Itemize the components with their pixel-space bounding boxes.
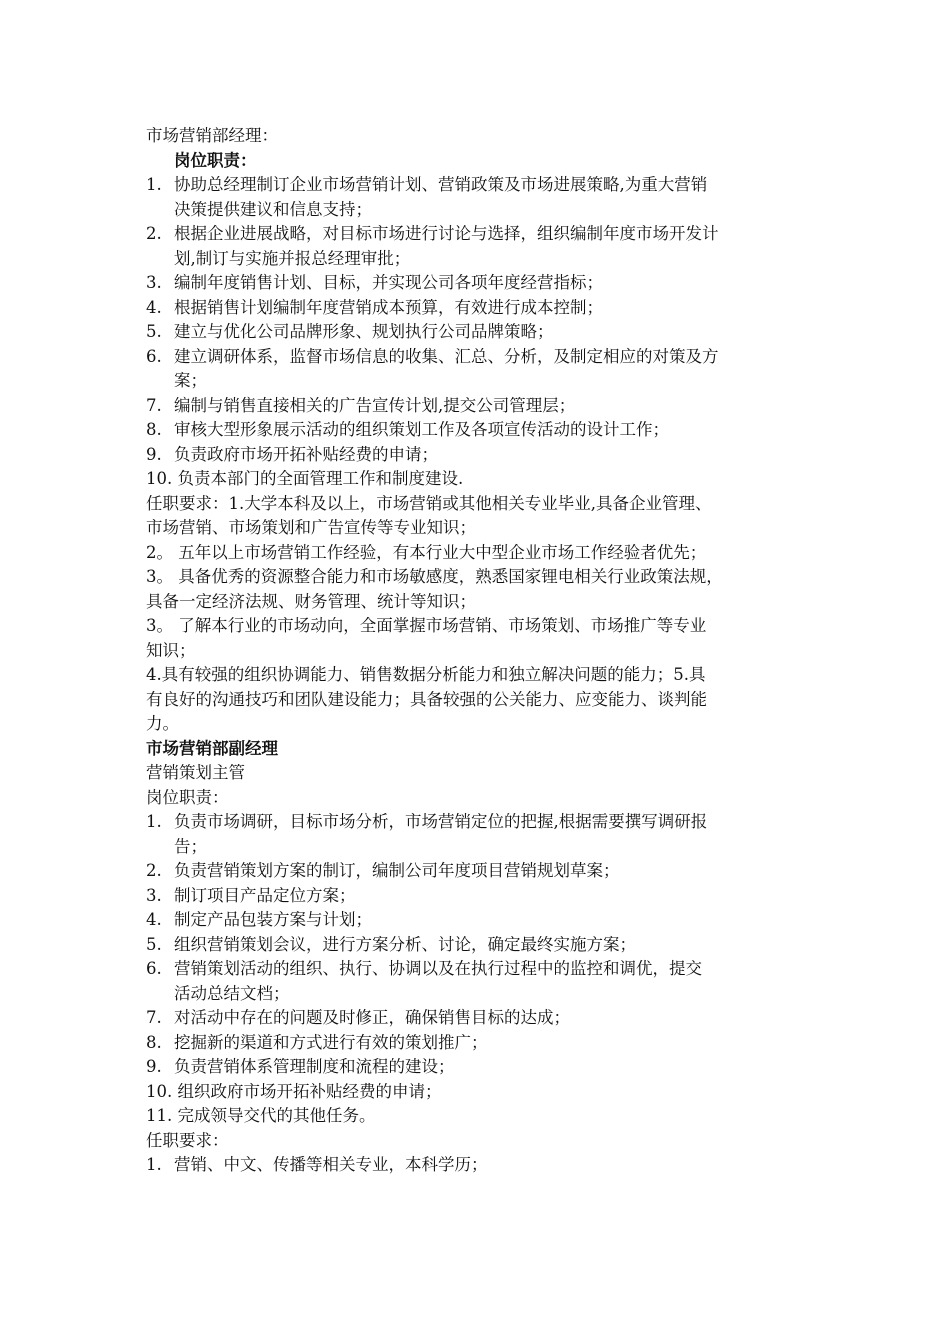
section-title-marketing-manager: 市场营销部经理： xyxy=(146,126,278,145)
paragraph-line: 具备一定经济法规、财务管理、统计等知识； xyxy=(146,591,476,611)
list-text: 决策提供建议和信息支持； xyxy=(174,199,372,219)
list-item xyxy=(146,320,806,345)
list-item xyxy=(146,222,806,271)
list-text: 建立调研体系，监督市场信息的收集、汇总、分析，及制定相应的对策及方 xyxy=(174,346,719,366)
section-title-planning-supervisor: 营销策划主管 xyxy=(146,763,245,782)
list-text: 划,制订与实施并报总经理审批； xyxy=(174,248,411,268)
list-number: 8. xyxy=(146,1032,162,1052)
requirement-paragraph xyxy=(146,565,806,614)
list-text: 根据销售计划编制年度营销成本预算，有效进行成本控制； xyxy=(174,297,603,317)
paragraph-line: 3。 了解本行业的市场动向，全面掌握市场营销、市场策划、市场推广等专业 xyxy=(146,616,707,635)
requirement-paragraph xyxy=(146,614,806,663)
list-text: 告； xyxy=(174,836,207,856)
list-number: 9. xyxy=(146,444,162,464)
list-item xyxy=(146,443,806,468)
list-text: 营销、中文、传播等相关专业，本科学历； xyxy=(174,1155,488,1174)
list-item-11: 11. 完成领导交代的其他任务。 xyxy=(146,1106,376,1125)
list-number: 4. xyxy=(146,910,162,929)
list-text: 协助总经理制订企业市场营销计划、营销政策及市场进展策略,为重大营销 xyxy=(174,175,708,194)
list-number: 4. xyxy=(146,297,162,317)
list-number: 1. xyxy=(146,1155,162,1174)
list-item xyxy=(146,271,806,296)
duties-heading: 岗位职责： xyxy=(146,787,229,807)
list-number: 2. xyxy=(146,861,162,880)
list-item xyxy=(146,884,806,909)
paragraph-line: 4.具有较强的组织协调能力、销售数据分析能力和独立解决问题的能力；5.具 xyxy=(146,665,706,684)
paragraph-line: 市场营销、市场策划和广告宣传等专业知识； xyxy=(146,518,476,537)
requirement-paragraph xyxy=(146,663,806,737)
list-item xyxy=(146,1006,806,1031)
list-text: 负责营销策划方案的制订，编制公司年度项目营销规划草案； xyxy=(174,861,620,880)
list-number: 1. xyxy=(146,175,162,194)
requirements-block xyxy=(146,492,806,737)
list-item xyxy=(146,859,806,884)
duties-heading: 岗位职责： xyxy=(174,150,257,170)
paragraph-line: 任职要求：1.大学本科及以上，市场营销或其他相关专业毕业,具备企业管理、 xyxy=(146,493,712,513)
list-text: 负责市场调研，目标市场分析，市场营销定位的把握,根据需要撰写调研报 xyxy=(174,812,708,831)
list-number: 5. xyxy=(146,322,162,341)
list-text: 案； xyxy=(174,371,207,390)
list-number: 3. xyxy=(146,273,162,292)
list-number: 5. xyxy=(146,934,162,954)
paragraph-line: 2。 五年以上市场营销工作经验，有本行业大中型企业市场工作经验者优先； xyxy=(146,542,707,562)
list-item-10: 10. 负责本部门的全面管理工作和制度建设. xyxy=(146,469,464,488)
list-number: 6. xyxy=(146,959,162,978)
list-number: 6. xyxy=(146,346,162,366)
list-text: 编制年度销售计划、目标，并实现公司各项年度经营指标； xyxy=(174,273,603,292)
list-number: 8. xyxy=(146,420,162,439)
list-item xyxy=(146,296,806,321)
list-number: 3. xyxy=(146,885,162,905)
requirements-list xyxy=(146,1153,806,1178)
list-text: 制定产品包装方案与计划； xyxy=(174,910,372,929)
list-text: 负责营销体系管理制度和流程的建设； xyxy=(174,1057,455,1076)
list-item xyxy=(146,173,806,222)
list-text: 编制与销售直接相关的广告宣传计划,提交公司管理层； xyxy=(174,395,576,415)
paragraph-line: 知识； xyxy=(146,640,196,660)
list-item xyxy=(146,1153,806,1178)
requirement-paragraph xyxy=(146,492,806,541)
list-number: 7. xyxy=(146,395,162,415)
requirement-paragraph xyxy=(146,541,806,566)
list-number: 9. xyxy=(146,1057,162,1076)
list-item-10: 10. 组织政府市场开拓补贴经费的申请； xyxy=(146,1081,442,1101)
document-page xyxy=(146,124,806,1178)
requirements-heading: 任职要求： xyxy=(146,1130,229,1150)
list-text: 活动总结文档； xyxy=(174,983,290,1003)
list-item xyxy=(146,1031,806,1056)
paragraph-line: 力。 xyxy=(146,714,179,733)
duties-list xyxy=(146,173,806,492)
list-item xyxy=(146,933,806,958)
list-number: 2. xyxy=(146,224,162,243)
list-item xyxy=(146,345,806,394)
paragraph-line: 3。 具备优秀的资源整合能力和市场敏感度，熟悉国家锂电相关行业政策法规， xyxy=(146,567,723,586)
list-text: 根据企业进展战略，对目标市场进行讨论与选择，组织编制年度市场开发计 xyxy=(174,224,719,243)
list-item xyxy=(146,810,806,859)
list-item xyxy=(146,394,806,419)
list-text: 制订项目产品定位方案； xyxy=(174,885,356,905)
list-item xyxy=(146,1055,806,1080)
list-number: 1. xyxy=(146,812,162,831)
paragraph-line: 有良好的沟通技巧和团队建设能力；具备较强的公关能力、应变能力、谈判能 xyxy=(146,689,707,709)
list-text: 对活动中存在的问题及时修正，确保销售目标的达成； xyxy=(174,1008,570,1027)
list-number: 7. xyxy=(146,1008,162,1027)
list-text: 建立与优化公司品牌形象、规划执行公司品牌策略； xyxy=(174,322,554,341)
list-text: 组织营销策划会议，进行方案分析、讨论，确定最终实施方案； xyxy=(174,934,636,954)
duties-list xyxy=(146,810,806,1129)
list-item xyxy=(146,957,806,1006)
list-text: 挖掘新的渠道和方式进行有效的策划推广； xyxy=(174,1032,488,1052)
list-text: 营销策划活动的组织、执行、协调以及在执行过程中的监控和调优，提交 xyxy=(174,959,702,978)
section-title-deputy-manager: 市场营销部副经理 xyxy=(146,738,278,758)
list-item xyxy=(146,418,806,443)
list-text: 审核大型形象展示活动的组织策划工作及各项宣传活动的设计工作； xyxy=(174,420,669,439)
list-text: 负责政府市场开拓补贴经费的申请； xyxy=(174,444,438,464)
list-item xyxy=(146,908,806,933)
